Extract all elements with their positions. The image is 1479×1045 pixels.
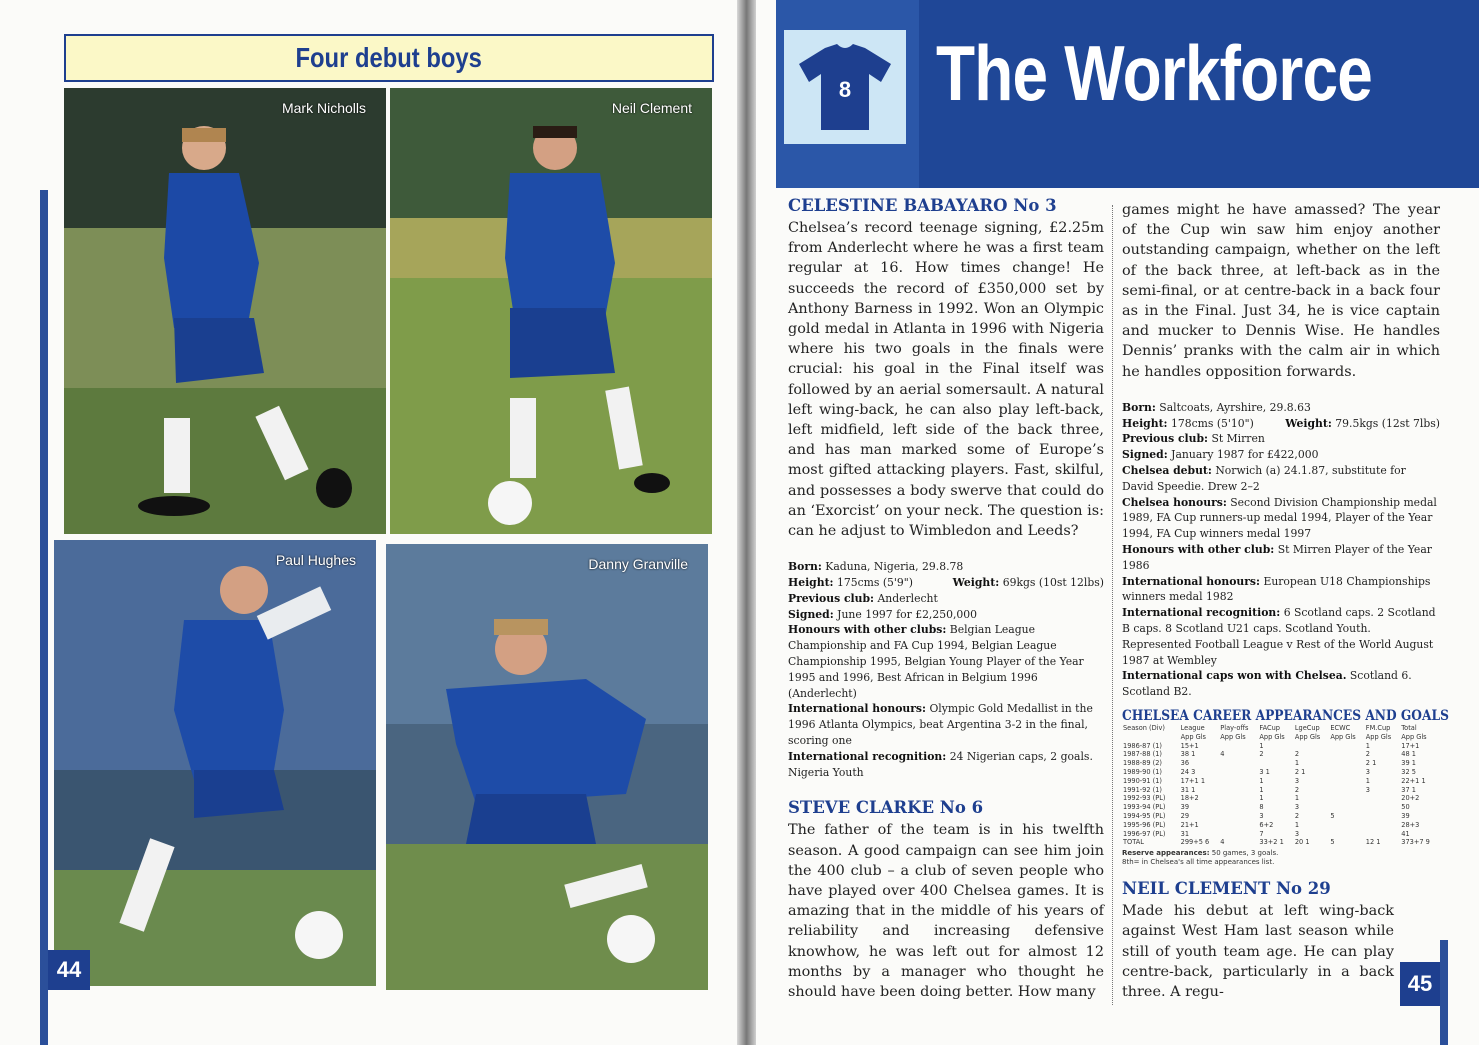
table-cell <box>1219 759 1258 768</box>
table-cell: 2 <box>1294 750 1300 759</box>
player-bio: Chelsea’s record teenage signing, £2.25m from Anderlecht where he was a first team regular at 16. How times change! He succeeds the record of £350,000 set by Anthony Barness in 1992. Won an Olympic gold medal in Atlanta in 1996 with Nigeria where his two goals in the finals were crucial: his goal in the Final itself was followed by an aerial somersault. A natural left wing-back, he can also play left-back, left midfield, left side of the back three, and has man marked some of Europe’s most gifted attacking players. Fast, skilful, and possesses a body swerve that could do an ‘Exorcist’ on your neck. The question is: can he adjust to Wimbledon and Leeds? <box>788 220 1104 540</box>
table-cell <box>1329 759 1364 768</box>
table-row <box>1122 750 1440 759</box>
table-cell: 39 <box>1401 811 1410 820</box>
photo-caption: Mark Nicholls <box>281 100 366 116</box>
table-cell: 1996-97 (PL) <box>1123 829 1166 838</box>
table-cell: App Gls <box>1365 732 1392 741</box>
table-cell: 17+1 <box>1401 741 1420 750</box>
table-cell: App Gls <box>1220 732 1246 741</box>
table-cell <box>1329 768 1364 777</box>
table-cell: 20+2 <box>1401 794 1420 803</box>
table-cell: 39 1 <box>1401 759 1416 768</box>
table-cell: LgeCup <box>1294 723 1320 732</box>
table-cell: 39 <box>1180 803 1190 812</box>
chapter-number: 8 <box>838 77 852 102</box>
player-heading: NEIL CLEMENT No 29 <box>1122 879 1331 899</box>
table-cell: 1 <box>1259 785 1264 794</box>
section-header <box>64 34 714 82</box>
table-cell: 3 <box>1294 776 1300 785</box>
table-cell: 1 <box>1294 820 1300 829</box>
player-photo <box>390 88 712 534</box>
career-stats-table <box>1122 724 1440 847</box>
table-cell: League <box>1180 723 1205 732</box>
table-cell <box>1329 742 1364 751</box>
player-heading: STEVE CLARKE No 6 <box>788 798 984 818</box>
table-cell: App Gls <box>1180 732 1206 741</box>
table-cell: 4 <box>1220 750 1225 759</box>
table-cell: 5 <box>1330 811 1335 820</box>
article-column-left <box>788 196 1104 1002</box>
table-cell: 6+2 <box>1259 820 1274 829</box>
table-cell: 1989-90 (1) <box>1123 767 1162 776</box>
player-bio-continued: games might he have amassed? The year of the Cup win saw him enjoy another outstanding campaign, whether on the left of the back three, at left-back as in the semi-final, or at centre-back in a back four as in the Final. Just 34, he is vice captain and mucker to Dennis Wise. He handles Dennis’ pranks with the calm air in which he handles opposition forwards. <box>1122 202 1440 380</box>
table-cell: 3 <box>1365 767 1370 776</box>
player-facts: Born: Saltcoats, Ayrshire, 29.8.63 Height: 178cms (5'10") Weight: 79.5kgs (12st 7lbs) Previous club: St Mirren Signed: January 1987 for £422,000 Chelsea debut: Norwich (a) 24.1.87, substitute for David Speedie. Drew 2–2 Chelsea honours: Second Division Championship medal 1989, FA Cup runners-up medal 1994, Player of the Year 1994, FA Cup winners medal 1997 Honours with other club: St Mirren Player of the Year 1986 International honours: European U18 Championships winners medal 1982 International recognition: 6 Scotland caps. 2 Scotland B caps. 8 Scotland U21 caps. Scotland Youth. Represented Football League v Rest of the World August 1987 at Wembley International caps won with Chelsea. Scotland 6. Scotland B2. <box>1122 400 1440 699</box>
table-cell: 21+1 <box>1180 820 1199 829</box>
table-cell: TOTAL <box>1123 838 1144 847</box>
table-cell <box>1219 742 1258 751</box>
table-row <box>1122 812 1440 821</box>
right-page <box>756 0 1479 1045</box>
table-cell: App Gls <box>1330 732 1356 741</box>
table-cell: 18+2 <box>1180 794 1199 803</box>
table-cell: 22+1 1 <box>1401 776 1426 785</box>
table-cell: 1 <box>1294 759 1300 768</box>
table-cell: App Gls <box>1294 732 1321 741</box>
table-cell <box>1258 759 1293 768</box>
table-cell: 15+1 <box>1180 741 1199 750</box>
table-cell: 1 <box>1294 794 1300 803</box>
table-cell <box>1219 777 1258 786</box>
table-cell: 31 <box>1180 829 1190 838</box>
table-cell: 20 1 <box>1294 838 1310 847</box>
table-cell <box>1219 794 1258 803</box>
table-cell <box>1329 750 1364 759</box>
table-cell <box>1365 803 1400 812</box>
table-cell: 3 1 <box>1259 767 1270 776</box>
table-cell: 1994-95 (PL) <box>1123 811 1166 820</box>
table-cell <box>1365 830 1400 839</box>
table-cell: 33+2 1 <box>1259 838 1284 847</box>
table-cell: App Gls <box>1259 732 1285 741</box>
photo-caption: Neil Clement <box>611 100 692 116</box>
table-cell: 3 <box>1294 829 1300 838</box>
table-cell: 2 <box>1365 750 1370 759</box>
table-cell: 299+5 6 <box>1180 838 1210 847</box>
page-edge-bar <box>40 190 48 1045</box>
table-row <box>1122 768 1440 777</box>
table-cell <box>1122 733 1180 742</box>
table-row <box>1122 759 1440 768</box>
table-cell: 2 <box>1294 785 1300 794</box>
table-cell: 373+7 9 <box>1401 838 1430 847</box>
column-divider <box>1112 205 1113 1005</box>
table-cell: 37 1 <box>1401 785 1416 794</box>
player-photo <box>386 544 708 990</box>
table-cell: 36 <box>1180 759 1190 768</box>
table-cell: 1 <box>1365 741 1370 750</box>
left-page <box>0 0 737 1045</box>
chapter-title: The Workforce <box>936 29 1372 117</box>
page-number: 45 <box>1400 962 1440 1006</box>
table-cell: 38 1 <box>1180 750 1196 759</box>
table-cell: 2 1 <box>1365 759 1377 768</box>
table-cell: 2 <box>1259 750 1264 759</box>
section-title: Four debut boys <box>295 42 483 73</box>
table-cell <box>1329 786 1364 795</box>
table-cell: 1 <box>1365 776 1370 785</box>
table-cell: 4 <box>1220 838 1225 847</box>
table-subheader-row <box>1122 733 1440 742</box>
photo-caption: Paul Hughes <box>275 552 356 568</box>
table-cell: App Gls <box>1401 732 1427 741</box>
table-cell: 1991-92 (1) <box>1123 785 1162 794</box>
shirt-badge <box>784 30 906 144</box>
table-cell: 1993-94 (PL) <box>1123 803 1166 812</box>
table-cell: FM.Cup <box>1365 723 1391 732</box>
table-cell: 1 <box>1259 794 1264 803</box>
table-cell <box>1365 794 1400 803</box>
table-cell: 1992-93 (PL) <box>1123 794 1166 803</box>
table-header-row <box>1122 724 1440 733</box>
table-row <box>1122 821 1440 830</box>
table-cell: 24 3 <box>1180 767 1196 776</box>
player-photo <box>54 540 376 986</box>
table-cell: 3 <box>1294 803 1300 812</box>
table-cell: 12 1 <box>1365 838 1381 847</box>
table-row <box>1122 777 1440 786</box>
table-cell: 17+1 1 <box>1180 776 1206 785</box>
table-cell <box>1329 821 1364 830</box>
table-cell: 28+3 <box>1401 820 1420 829</box>
table-cell: 29 <box>1180 811 1190 820</box>
career-table-title: CHELSEA CAREER APPEARANCES AND GOALS <box>1122 707 1449 724</box>
table-cell: 1986-87 (1) <box>1123 741 1162 750</box>
table-cell <box>1329 794 1364 803</box>
table-cell: 2 <box>1294 811 1300 820</box>
player-photo <box>64 88 386 534</box>
table-cell <box>1219 830 1258 839</box>
table-cell: 2 1 <box>1294 767 1306 776</box>
article-column-right <box>1122 200 1449 1002</box>
table-cell: 1990-91 (1) <box>1123 776 1162 785</box>
page-number: 44 <box>48 950 90 990</box>
table-cell: 7 <box>1259 829 1264 838</box>
table-cell: 31 1 <box>1180 785 1196 794</box>
book-spine <box>737 0 756 1045</box>
table-cell: 1995-96 (PL) <box>1123 820 1166 829</box>
table-cell: 3 <box>1259 811 1264 820</box>
table-cell: Season (Div) <box>1123 723 1165 732</box>
page-edge-bar <box>1440 940 1448 1045</box>
table-cell <box>1329 830 1364 839</box>
table-row <box>1122 838 1440 847</box>
table-cell: 32 5 <box>1401 767 1416 776</box>
table-cell <box>1219 812 1258 821</box>
table-cell: 1 <box>1259 741 1264 750</box>
table-cell: 50 <box>1401 803 1410 812</box>
table-cell <box>1219 768 1258 777</box>
table-cell <box>1329 777 1364 786</box>
player-facts: Born: Kaduna, Nigeria, 29.8.78 Height: 175cms (5'9") Weight: 69kgs (10st 12lbs) Previous club: Anderlecht Signed: June 1997 for £2,250,000 Honours with other clubs: Belgian League Championship and FA Cup 1994, Belgian League Championship 1995, Belgian Young Player of the Year 1995 and 1996, Best African in Belgium 1996 (Anderlecht) International honours: Olympic Gold Medallist in the 1996 Atlanta Olympics, beat Argentina 3-2 in the final, scoring one International recognition: 24 Nigerian caps, 2 goals. Nigeria Youth <box>788 560 1104 779</box>
player-heading: CELESTINE BABAYARO No 3 <box>788 196 1057 215</box>
table-cell <box>1365 821 1400 830</box>
table-cell <box>1219 821 1258 830</box>
table-cell: 48 1 <box>1401 750 1416 759</box>
table-cell: 1988-89 (2) <box>1123 759 1162 768</box>
table-cell: 8 <box>1259 803 1264 812</box>
table-cell: ECWC <box>1330 723 1351 732</box>
table-cell <box>1329 803 1364 812</box>
table-cell: Play-offs <box>1220 723 1249 732</box>
table-row <box>1122 794 1440 803</box>
table-cell: Total <box>1401 723 1417 732</box>
table-cell: FACup <box>1259 723 1280 732</box>
player-bio: Made his debut at left wing-back against West Ham last season while still of youth team age. He can play centre-back, particularly in a back three. A regu- <box>1122 903 1394 1000</box>
table-cell: 3 <box>1365 785 1370 794</box>
table-row <box>1122 803 1440 812</box>
table-row <box>1122 742 1440 751</box>
table-row <box>1122 830 1440 839</box>
table-cell: 1 <box>1259 776 1264 785</box>
table-cell <box>1219 803 1258 812</box>
table-cell <box>1219 786 1258 795</box>
table-cell <box>1294 742 1329 751</box>
table-row <box>1122 786 1440 795</box>
photo-caption: Danny Granville <box>588 556 688 572</box>
table-notes: Reserve appearances: 50 games, 3 goals. 8th= in Chelsea's all time appearances list. <box>1122 849 1279 867</box>
table-cell: 5 <box>1330 838 1335 847</box>
table-cell <box>1365 812 1400 821</box>
table-cell: 41 <box>1401 829 1410 838</box>
table-cell: 1987-88 (1) <box>1123 750 1162 759</box>
player-bio: The father of the team is in his twelfth season. A good campaign can see him join the 400 club – a club of seven people who have played over 400 Chelsea games. It is amazing that in the middle of his years of reliability and increasing defensive knowhow, he was left out for almost 12 months by a manager who thought he should have been doing better. How many <box>788 822 1104 1001</box>
